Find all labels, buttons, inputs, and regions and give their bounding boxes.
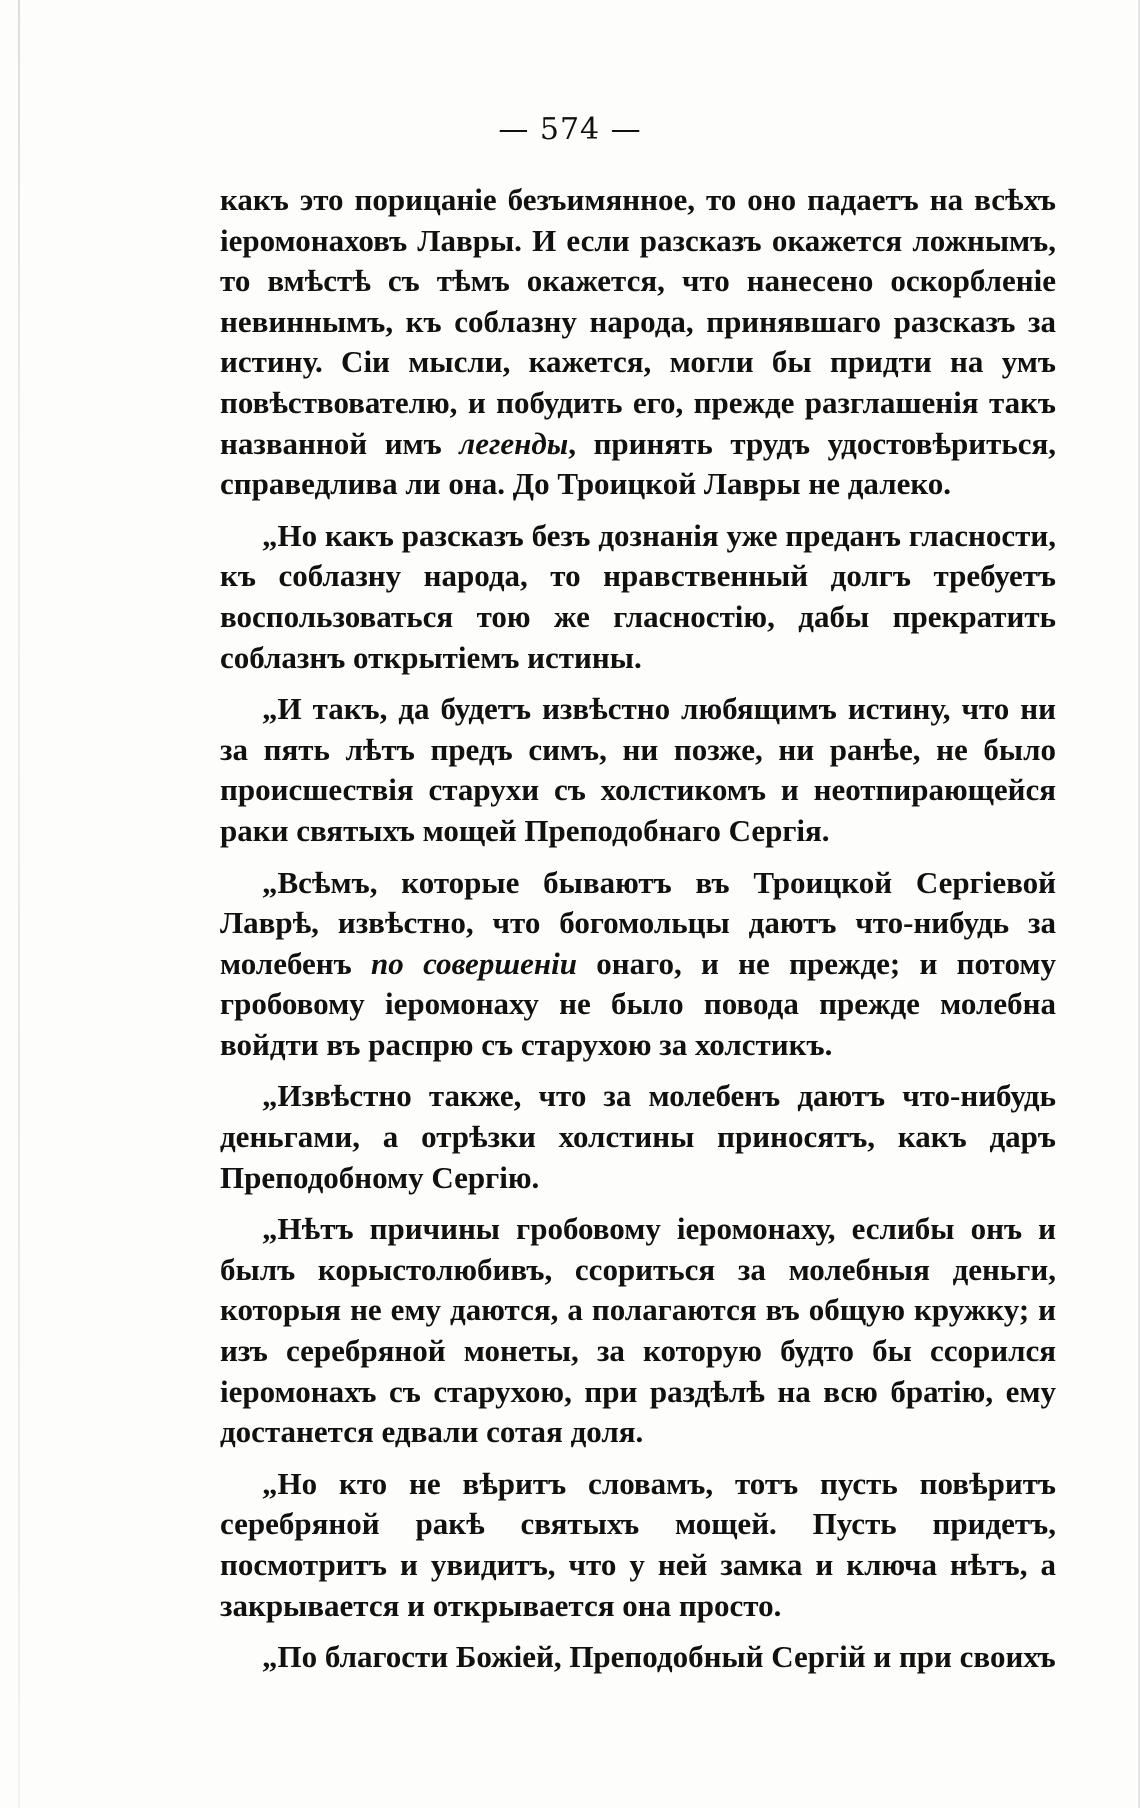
paragraph-4 [220,863,1056,1066]
paragraph-4-text-end: онаго, и не прежде; и потому гробовому iеромонаху не было повода прежде молебна войдти въ распрю съ старухою за холстикъ. [220,945,1056,1062]
paragraph-7-text: „Но кто не вѣритъ словамъ, тотъ пусть повѣритъ серебряной ракѣ святыхъ мощей. Пусть придетъ, посмотритъ и увидитъ, что у ней замка и ключа нѣтъ, а закрывается и открывается она просто. [220,1465,1056,1623]
paragraph-6 [220,1209,1056,1453]
paragraph-1 [220,180,1056,505]
paragraph-4-italic: по совершенiи [371,945,577,981]
paragraph-3 [220,689,1056,851]
paragraph-4-text: „Всѣмъ, которые бываютъ въ Троицкой Сергiевой Лаврѣ, извѣстно, что богомольцы даютъ что-нибудь за молебенъ [220,864,1056,981]
paragraph-1-italic: легенды [459,425,569,461]
paragraph-1-text-end: , принять трудъ удостовѣриться, справедлива ли она. До Троицкой Лавры не далеко. [220,425,1057,502]
page-number: — 574 — [498,112,642,147]
paragraph-8 [220,1637,1056,1678]
paragraph-2-text: „Но какъ разсказъ безъ дознанiя уже преданъ гласности, къ соблазну народа, то нравственный долгъ требуетъ воспользоваться тою же гласностiю, дабы прекратить соблазнъ открытiемъ истины. [220,517,1056,675]
paragraph-5-text: „Извѣстно также, что за молебенъ даютъ что-нибудь деньгами, а отрѣзки холстины приносятъ, какъ даръ Преподобному Сергiю. [220,1078,1056,1195]
scan-shadow-left [18,0,20,1808]
paragraph-5 [220,1076,1056,1198]
paragraph-7 [220,1464,1056,1626]
paragraph-2 [220,516,1056,678]
paragraph-6-text: „Нѣтъ причины гробовому iеромонаху, еслибы онъ и былъ корыстолюбивъ, ссориться за молебныя деньги, которыя не ему даются, а полагаются въ общую кружку; и изъ серебряной монеты, за которую будто бы ссорился iеромонахъ съ старухою, при раздѣлѣ на всю братiю, ему достанется едвали сотая доля. [220,1211,1056,1450]
paragraph-3-text: „И такъ, да будетъ извѣстно любящимъ истину, что ни за пять лѣтъ предъ симъ, ни позже, ни ранѣе, не было происшествiя старухи съ холстикомъ и неотпирающейся раки святыхъ мощей Преподобнаго Сергiя. [220,691,1056,848]
paragraph-8-text: „По благости Божiей, Преподобный Сергiй и при своихъ [262,1639,1056,1675]
paragraph-1-text: какъ это порицанiе безъимянное, то оно падаетъ на всѣхъ iеромонаховъ Лавры. И если разсказъ окажется ложнымъ, то вмѣстѣ съ тѣмъ окажется, что нанесено оскорбленiе невиннымъ, къ соблазну народа, принявшаго разсказъ за истину. Сiи мысли, кажется, могли бы придти на умъ повѣствователю, и побудить его, прежде разглашенiя такъ названной имъ [220,182,1056,461]
body-text [220,180,1056,1689]
